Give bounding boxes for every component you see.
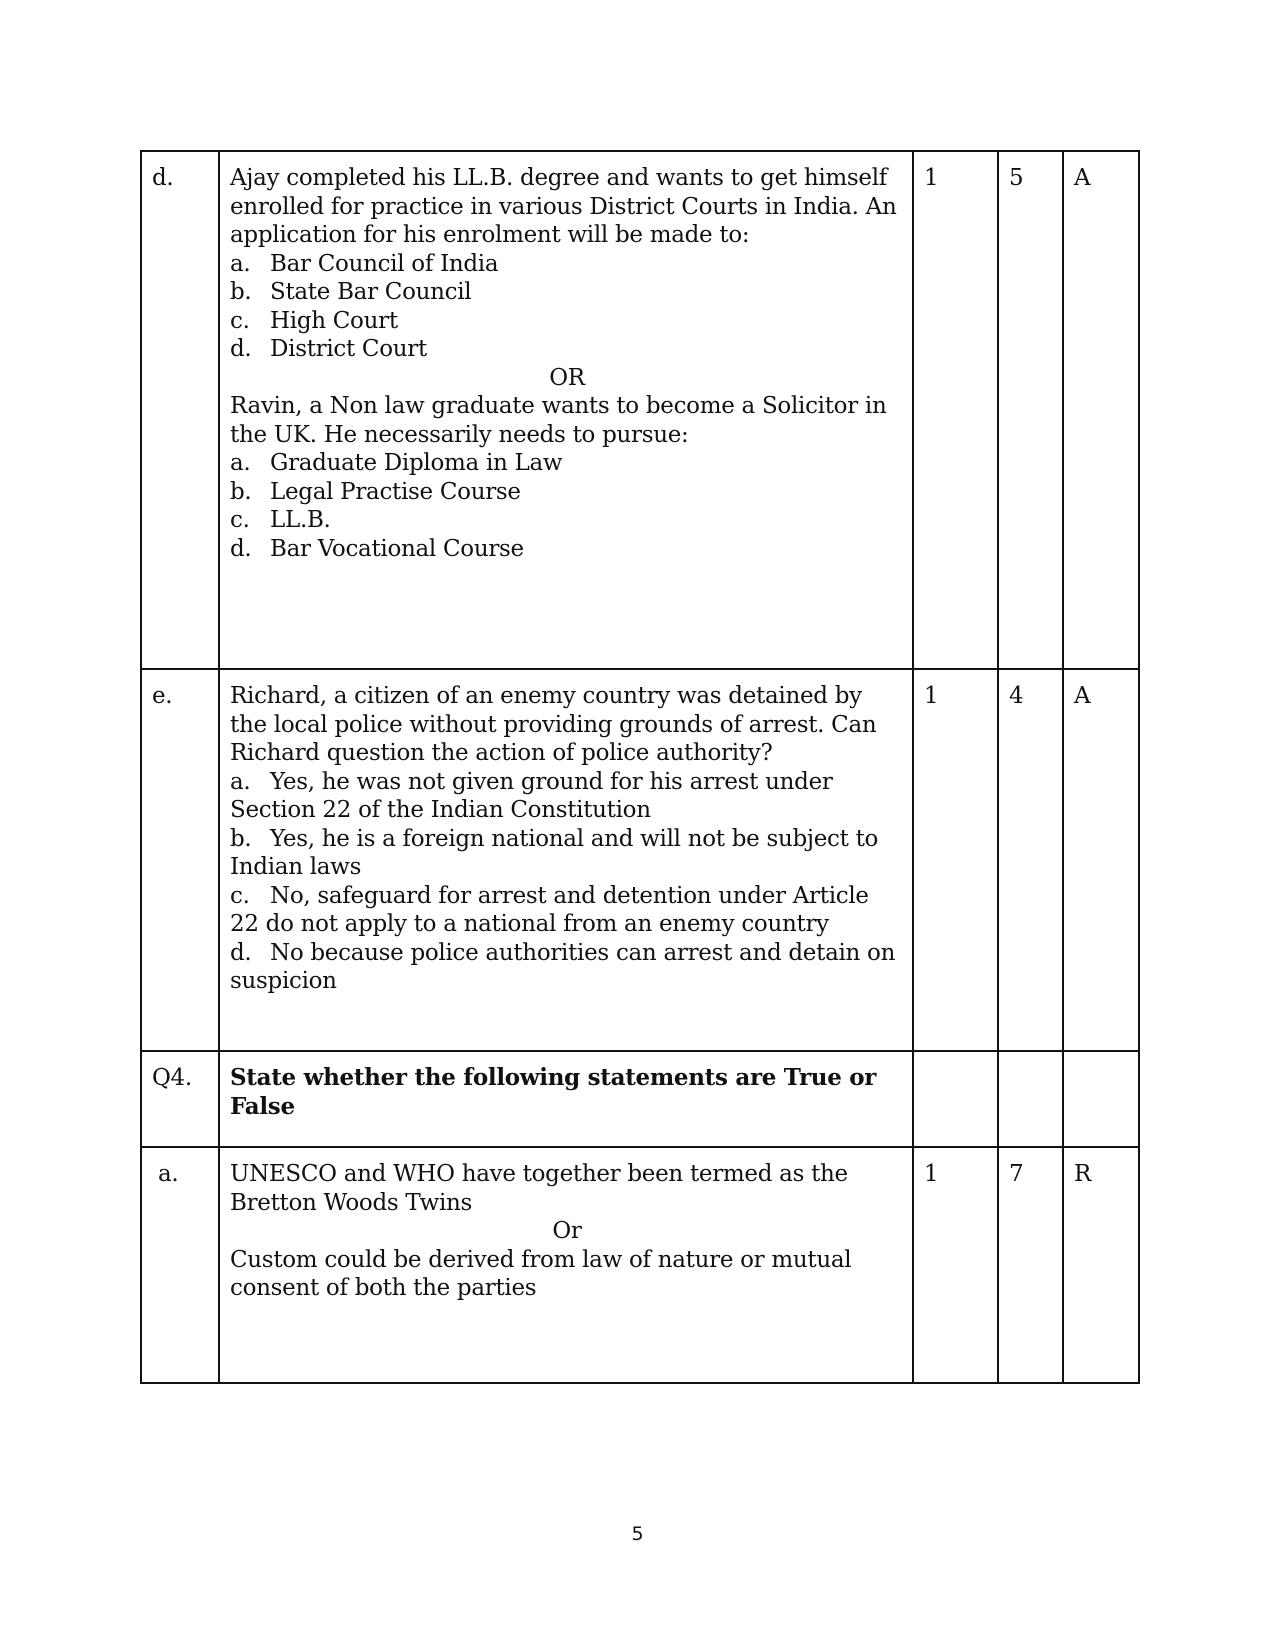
option-letter: c. bbox=[230, 507, 250, 533]
table-row bbox=[141, 669, 1139, 1051]
option-text: Yes, he was not given ground for his arrest under Section 22 of the Indian Constitution bbox=[230, 768, 833, 823]
option-d bbox=[230, 939, 904, 996]
question-number: Q4. bbox=[141, 1051, 219, 1147]
unit-cell: 7 bbox=[998, 1147, 1063, 1383]
option-letter: d. bbox=[230, 939, 252, 966]
option-text: Legal Practise Course bbox=[270, 478, 521, 505]
option-a bbox=[230, 768, 904, 825]
option-b bbox=[230, 825, 904, 882]
unit-cell bbox=[998, 1051, 1063, 1147]
alt-option-c bbox=[230, 506, 904, 535]
page-number: 5 bbox=[631, 1523, 644, 1545]
option-letter: d. bbox=[230, 336, 252, 362]
option-c bbox=[230, 882, 904, 939]
marks-cell bbox=[913, 1051, 998, 1147]
alt-question-text: Ravin, a Non law graduate wants to become a Solicitor in the UK. He necessarily needs to pursue: bbox=[230, 393, 887, 448]
option-text: Yes, he is a foreign national and will not be subject to Indian laws bbox=[230, 825, 879, 880]
question-table bbox=[140, 150, 1140, 1384]
table-row bbox=[141, 1051, 1139, 1147]
option-c bbox=[230, 307, 904, 336]
option-text: State Bar Council bbox=[270, 279, 472, 305]
table-row bbox=[141, 151, 1139, 669]
alt-option-d bbox=[230, 535, 904, 564]
type-cell: A bbox=[1063, 669, 1139, 1051]
table-row bbox=[141, 1147, 1139, 1383]
or-separator: OR bbox=[549, 364, 585, 391]
option-text: Bar Vocational Course bbox=[270, 535, 524, 562]
question-number: d. bbox=[141, 151, 219, 669]
question-cell bbox=[219, 151, 913, 669]
alt-statement-text: Custom could be derived from law of nature or mutual consent of both the parties bbox=[230, 1246, 852, 1301]
option-text: Graduate Diploma in Law bbox=[270, 450, 563, 476]
option-letter: c. bbox=[230, 307, 250, 334]
type-cell bbox=[1063, 1051, 1139, 1147]
marks-cell: 1 bbox=[913, 151, 998, 669]
option-a bbox=[230, 250, 904, 279]
type-cell: R bbox=[1063, 1147, 1139, 1383]
option-text: Bar Council of India bbox=[270, 250, 499, 277]
question-cell bbox=[219, 669, 913, 1051]
statement-text: UNESCO and WHO have together been termed as the Bretton Woods Twins bbox=[230, 1161, 848, 1216]
option-d bbox=[230, 335, 904, 364]
option-text: High Court bbox=[270, 307, 398, 334]
unit-cell: 5 bbox=[998, 151, 1063, 669]
alt-option-b bbox=[230, 478, 904, 507]
option-text: LL.B. bbox=[270, 507, 331, 533]
alt-option-a bbox=[230, 449, 904, 478]
option-letter: c. bbox=[230, 882, 250, 909]
option-letter: d. bbox=[230, 535, 252, 562]
or-separator: Or bbox=[552, 1218, 582, 1244]
section-heading: State whether the following statements are True or False bbox=[219, 1051, 913, 1147]
question-number: a. bbox=[141, 1147, 219, 1383]
option-letter: b. bbox=[230, 478, 252, 505]
option-text: District Court bbox=[270, 336, 427, 362]
option-text: No, safeguard for arrest and detention under Article 22 do not apply to a national from an enemy country bbox=[230, 882, 869, 937]
option-text: No because police authorities can arrest and detain on suspicion bbox=[230, 939, 896, 994]
type-cell: A bbox=[1063, 151, 1139, 669]
unit-cell: 4 bbox=[998, 669, 1063, 1051]
question-text: Richard, a citizen of an enemy country was detained by the local police without providing grounds of arrest. Can Richard question the action of police authority? bbox=[230, 683, 877, 766]
option-letter: a. bbox=[230, 450, 251, 476]
option-b bbox=[230, 278, 904, 307]
marks-cell: 1 bbox=[913, 669, 998, 1051]
question-number: e. bbox=[141, 669, 219, 1051]
marks-cell: 1 bbox=[913, 1147, 998, 1383]
option-letter: a. bbox=[230, 250, 251, 277]
option-letter: b. bbox=[230, 825, 252, 852]
option-letter: b. bbox=[230, 279, 252, 305]
question-cell bbox=[219, 1147, 913, 1383]
option-letter: a. bbox=[230, 768, 251, 795]
question-text: Ajay completed his LL.B. degree and wants to get himself enrolled for practice in various District Courts in India. An application for his enrolment will be made to: bbox=[230, 165, 897, 248]
